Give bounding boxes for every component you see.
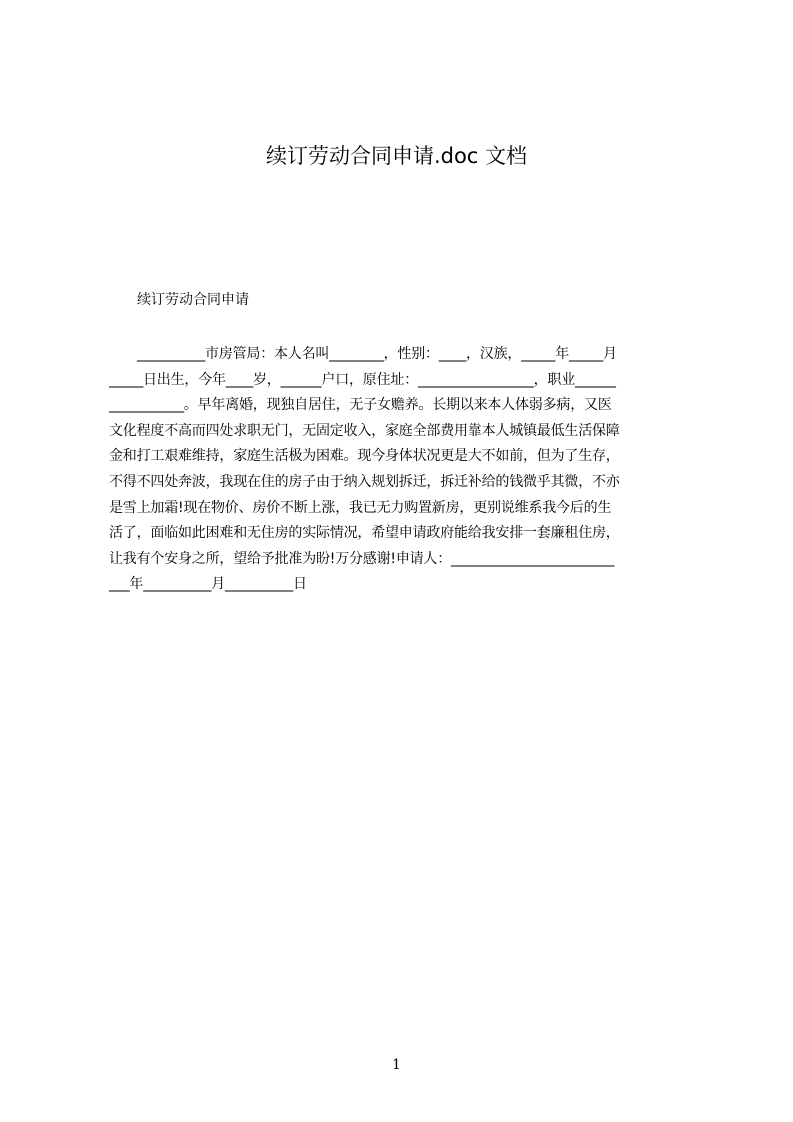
letter-body <box>109 342 699 598</box>
page-number: 1 <box>392 1057 401 1073</box>
body-line: 文化程度不高而四处求职无门，无固定收入，家庭全部费用靠本人城镇最低生活保障 <box>109 422 620 439</box>
document-title: 续订劳动合同申请.doc 文档 <box>265 144 528 168</box>
body-line: 是雪上加霜!现在物价、房价不断上涨，我已无力购置新房，更别说维系我今后的生 <box>109 499 612 516</box>
body-line: 金和打工艰难维持，家庭生活极为困难。现今身体状况更是大不如前，但为了生存， <box>109 448 620 465</box>
body-line: ___________。早年离婚，现独自居住，无子女赡养。长期以来本人体弱多病，又医 <box>109 397 612 414</box>
body-line: 不得不四处奔波，我现在住的房子由于纳入规划拆迁，拆迁补给的钱微乎其微，不亦 <box>109 473 620 490</box>
body-line: _____日出生，今年____岁，______户口，原住址：_________________，职业______ <box>109 371 616 388</box>
body-line: __________市房管局：本人名叫________，性别：____，汉族，_____年_____月 <box>137 346 617 362</box>
body-line: 活了，面临如此困难和无住房的实际情况，希望申请政府能给我安排一套廉租住房， <box>109 525 620 542</box>
letter-heading: 续订劳动合同申请 <box>137 292 249 308</box>
body-line: 让我有个安身之所，望给予批准为盼!万分感谢!申请人：________________________ <box>109 550 615 567</box>
body-line: ___年__________月__________日 <box>109 576 307 593</box>
